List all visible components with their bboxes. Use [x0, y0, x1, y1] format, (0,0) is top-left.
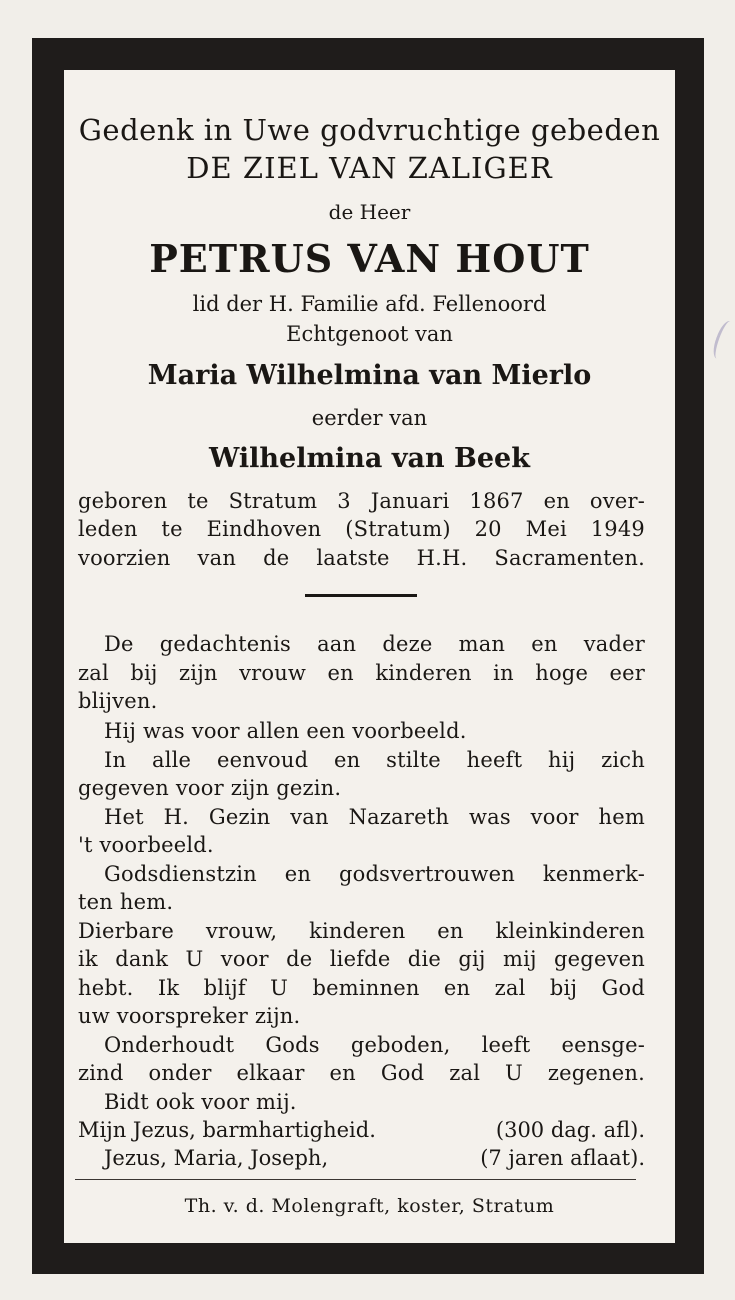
intro-line: Gedenk in Uwe godvruchtige gebeden: [78, 113, 661, 147]
life-line-1: geboren te Stratum 3 Januari 1867 en over-: [78, 489, 645, 513]
body-line-10: ten hem.: [78, 890, 174, 914]
prayer-2-indulgence: (7 jaren aflaat).: [480, 1146, 645, 1170]
prayer-2-text: Jezus, Maria, Joseph,: [104, 1146, 329, 1170]
spouse-name: Maria Wilhelmina van Mierlo: [147, 360, 592, 391]
body-line-6: gegeven voor zijn gezin.: [78, 776, 342, 800]
title-line: de Heer: [328, 200, 411, 224]
body-line-8: 't voorbeeld.: [78, 833, 214, 857]
body-line-13: hebt. Ik blijf U beminnen en zal bij God: [78, 976, 645, 1000]
body-line-14: uw voorspreker zijn.: [78, 1004, 301, 1028]
body-line-1: De gedachtenis aan deze man en vader: [104, 632, 645, 656]
body-line-2: zal bij zijn vrouw en kinderen in hoge eer: [78, 661, 645, 685]
body-line-16: zind onder elkaar en God zal U zegenen.: [78, 1061, 645, 1085]
membership-line: lid der H. Familie afd. Fellenoord: [192, 292, 547, 316]
body-line-17: Bidt ook voor mij.: [104, 1090, 297, 1114]
spouse-intro: Echtgenoot van: [286, 322, 453, 346]
prayer-1-text: Mijn Jezus, barmhartigheid.: [78, 1118, 376, 1142]
soul-line: DE ZIEL VAN ZALIGER: [186, 151, 553, 185]
prayer-2: [104, 1148, 645, 1169]
life-line-2: leden te Eindhoven (Stratum) 20 Mei 1949: [78, 517, 645, 541]
body-line-11: Dierbare vrouw, kinderen en kleinkinderen: [78, 919, 645, 943]
prayer-1-indulgence: (300 dag. afl).: [495, 1118, 645, 1142]
body-line-3: blijven.: [78, 689, 158, 713]
body-line-7: Het H. Gezin van Nazareth was voor hem: [104, 805, 645, 829]
previous-intro: eerder van: [311, 406, 428, 430]
body-line-5: In alle eenvoud en stilte heeft hij zich: [104, 748, 645, 772]
body-line-4: Hij was voor allen een voorbeeld.: [104, 719, 467, 743]
body-line-12: ik dank U voor de liefde die gij mij gegeven: [78, 947, 645, 971]
card-content: [64, 70, 675, 1243]
divider: [305, 594, 417, 597]
life-line-3: voorzien van de laatste H.H. Sacramenten.: [78, 546, 645, 570]
printer-line: Th. v. d. Molengraft, koster, Stratum: [184, 1195, 555, 1217]
deceased-name: PETRUS VAN HOUT: [149, 236, 590, 281]
previous-spouse-name: Wilhelmina van Beek: [209, 443, 530, 474]
body-line-9: Godsdienstzin en godsvertrouwen kenmerk-: [104, 862, 645, 886]
prayer-1: [78, 1120, 645, 1141]
body-line-15: Onderhoudt Gods geboden, leeft eensge-: [104, 1033, 645, 1057]
footer-rule: [75, 1179, 636, 1180]
